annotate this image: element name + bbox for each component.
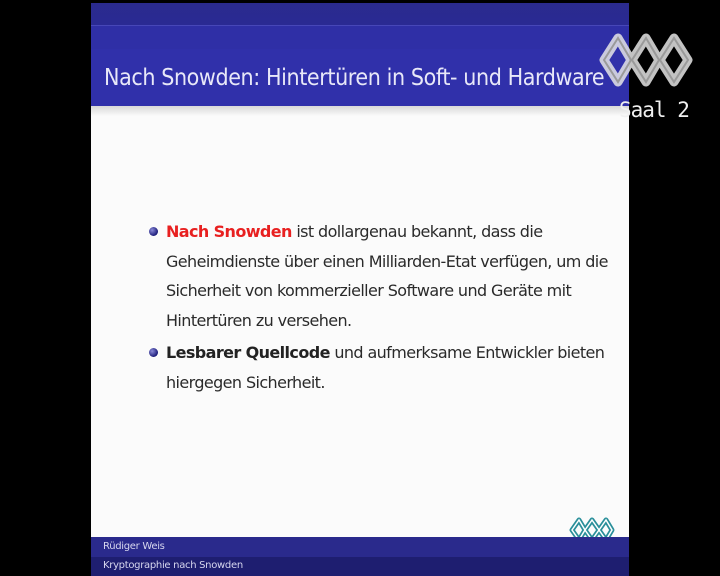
broadcast-logo-icon	[598, 28, 696, 92]
bullet-item	[147, 338, 617, 397]
footer-talk-title: Kryptographie nach Snowden	[103, 560, 243, 571]
title-shadow	[91, 106, 629, 116]
bullet-text: ist dollargenau bekannt, dass die Geheimdienste über einen Milliarden-Etat verfügen, um die Sicherheit von kommerzieller Software und Geräte mit Hintertüren zu versehen.	[166, 222, 608, 330]
bullet-icon	[149, 227, 158, 236]
presentation-slide	[91, 3, 629, 576]
footer-talk-bar	[91, 557, 629, 576]
bullet-highlight: Lesbarer Quellcode	[166, 343, 330, 362]
slide-title-bar	[91, 49, 629, 106]
bullet-highlight: Nach Snowden	[166, 222, 292, 241]
bullet-item	[147, 217, 617, 335]
room-label: Saal 2	[619, 98, 689, 122]
slide-content	[147, 217, 617, 400]
bullet-text: und aufmerksame Entwickler bieten hiergegen Sicherheit.	[166, 343, 605, 392]
footer-author: Rüdiger Weis	[103, 541, 165, 552]
slide-title: Nach Snowden: Hintertüren in Soft- und Hardware	[104, 65, 605, 91]
slide-nav-strip	[91, 25, 629, 50]
bullet-icon	[149, 348, 158, 357]
slide-top-strip	[91, 3, 629, 25]
footer-author-bar	[91, 537, 629, 557]
